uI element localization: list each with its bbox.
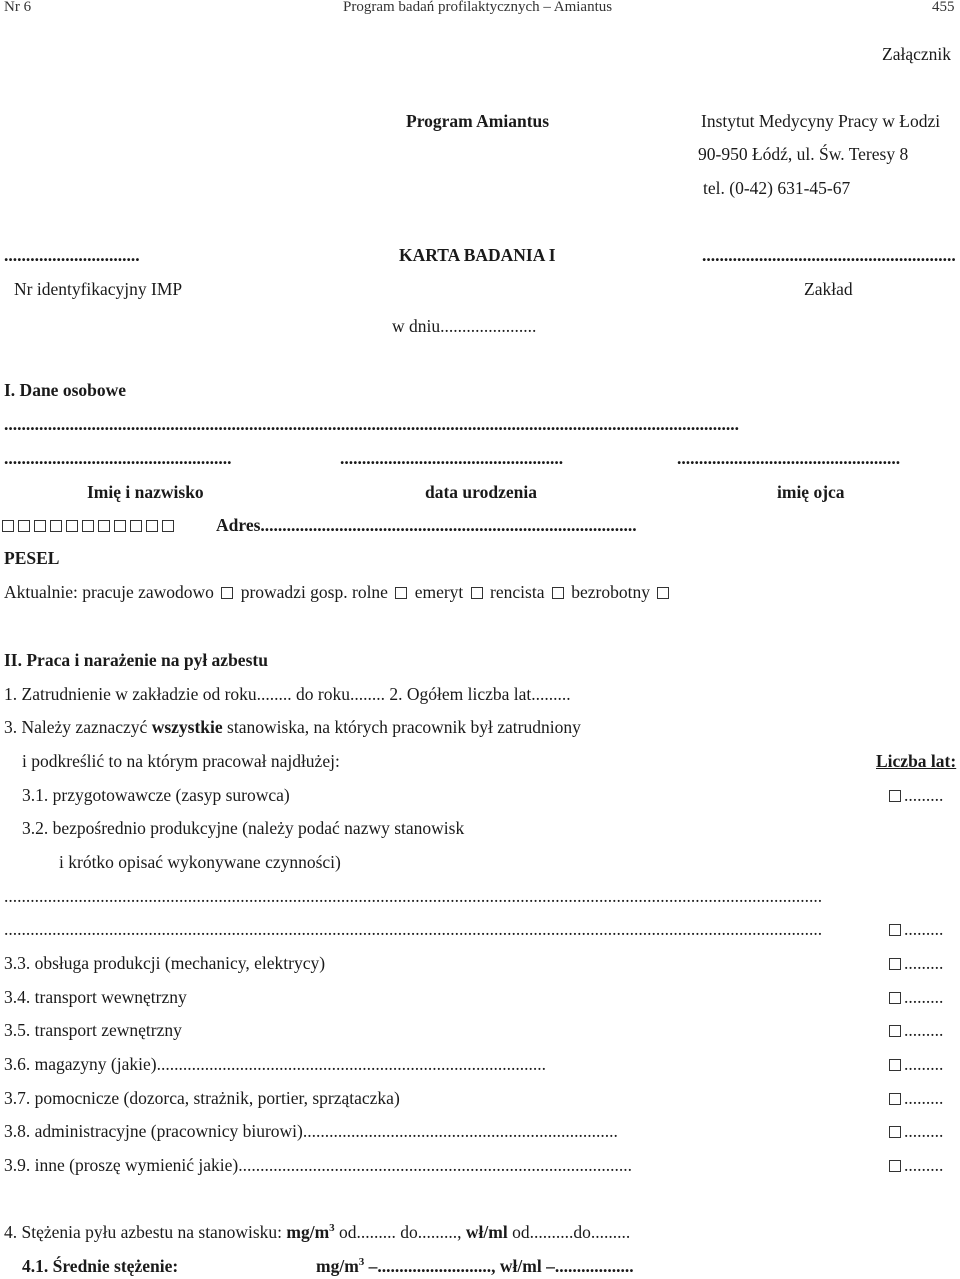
checkbox: [889, 1126, 901, 1138]
card-title: KARTA BADANIA I: [399, 245, 556, 265]
institute-name: Instytut Medycyny Pracy w Łodzi: [701, 111, 941, 131]
years-count-header: Liczba lat:: [876, 751, 957, 771]
program-name: Program Amiantus: [406, 111, 550, 131]
checkbox-retired: [471, 587, 483, 599]
plant-label: Zakład: [804, 279, 853, 299]
checkbox: [889, 1160, 901, 1172]
job-3-2: 3.2. bezpośrednio produkcyjne (należy podać nazwy stanowisk: [22, 818, 465, 838]
status-working-label: Aktualnie: pracuje zawodowo: [4, 582, 214, 602]
years-field: .........: [886, 1154, 943, 1176]
status-row: [4, 581, 672, 603]
pesel-label: PESEL: [4, 548, 60, 568]
years-field: .........: [886, 1120, 943, 1142]
years-field: .........: [886, 1053, 943, 1075]
plant-dots: ..........................................................: [702, 245, 956, 265]
pesel-box: [162, 520, 174, 532]
years-field: .........: [886, 1019, 943, 1041]
checkbox: [889, 958, 901, 970]
institute-phone: tel. (0-42) 631-45-67: [703, 178, 851, 198]
status-pensioner-label: rencista: [490, 582, 545, 602]
pesel-box: [18, 520, 30, 532]
pesel-box: [130, 520, 142, 532]
birthdate-label: data urodzenia: [425, 482, 537, 502]
instruction-line-2: i podkreślić to na którym pracował najdłużej:: [22, 751, 340, 771]
status-farm-label: prowadzi gosp. rolne: [240, 582, 388, 602]
job-3-4: 3.4. transport wewnętrzny: [4, 987, 187, 1007]
pesel-box: [50, 520, 62, 532]
pesel-box: [146, 520, 158, 532]
job-3-9: 3.9. inne (proszę wymienić jakie)..........................................................................................: [4, 1155, 632, 1175]
checkbox: [889, 992, 901, 1004]
years-field: .........: [886, 1087, 943, 1109]
id-label: Nr identyfikacyjny IMP: [14, 279, 183, 299]
checkbox-pensioner: [552, 587, 564, 599]
concentration-line: 4. Stężenia pyłu azbestu na stanowisku: $mg/m^3$ od......... do........., wł/ml od..........do.........: [4, 1222, 631, 1242]
job-3-1: 3.1. przygotowawcze (zasyp surowca): [22, 785, 290, 805]
attachment-label: Załącznik: [882, 44, 951, 64]
status-unemployed-label: bezrobotny: [571, 582, 650, 602]
job-3-7: 3.7. pomocnicze (dozorca, strażnik, portier, sprzątaczka): [4, 1088, 400, 1108]
pesel-box: [34, 520, 46, 532]
checkbox: [889, 1059, 901, 1071]
issue-number: Nr 6: [4, 0, 32, 15]
checkbox: [889, 924, 901, 936]
page-number: 455: [932, 0, 955, 15]
employment-line: 1. Zatrudnienie w zakładzie od roku........ do roku........ 2. Ogółem liczba lat.........: [4, 684, 571, 704]
checkbox: [889, 1025, 901, 1037]
father-dots: ...................................................: [677, 448, 901, 468]
father-name-label: imię ojca: [777, 482, 845, 502]
average-concentration-label: 4.1. Średnie stężenie:: [22, 1256, 179, 1276]
checkbox: [889, 1093, 901, 1105]
job-3-6: 3.6. magazyny (jakie).........................................................................................: [4, 1054, 546, 1074]
address-field: Adres......................................................................................: [216, 515, 637, 535]
birthdate-dots: ...................................................: [340, 448, 564, 468]
id-dots: ...............................: [4, 245, 140, 265]
name-label: Imię i nazwisko: [87, 482, 204, 502]
years-field: .........: [886, 986, 943, 1008]
job-3-3: 3.3. obsługa produkcji (mechanicy, elektrycy): [4, 953, 326, 973]
job-3-5: 3.5. transport zewnętrzny: [4, 1020, 182, 1040]
years-field: .........: [886, 952, 943, 974]
years-field: .........: [886, 784, 943, 806]
status-retired-label: emeryt: [414, 582, 464, 602]
running-title: Program badań profilaktycznych – Amiantus: [343, 0, 613, 15]
section-2-heading: II. Praca i narażenie na pył azbestu: [4, 650, 268, 670]
job-3-8: 3.8. administracyjne (pracownicy biurowi)........................................................................: [4, 1121, 618, 1141]
job-3-2-dots-1: ...........................................................................................................................................................................................: [4, 886, 823, 906]
exam-date: w dniu......................: [392, 316, 537, 336]
institute-address: 90-950 Łódź, ul. Św. Teresy 8: [698, 144, 909, 164]
checkbox-unemployed: [657, 587, 669, 599]
job-3-2-cont: i krótko opisać wykonywane czynności): [59, 852, 341, 872]
pesel-box: [2, 520, 14, 532]
average-concentration-values: $mg/m^3$ –.........................., wł/ml –..................: [316, 1256, 634, 1276]
section-1-heading: I. Dane osobowe: [4, 380, 127, 400]
pesel-boxes: [2, 514, 178, 536]
years-field: .........: [886, 918, 943, 940]
pesel-box: [82, 520, 94, 532]
pesel-box: [66, 520, 78, 532]
pesel-box: [98, 520, 110, 532]
name-dots: ....................................................: [4, 448, 232, 468]
checkbox-working: [221, 587, 233, 599]
checkbox-farm: [395, 587, 407, 599]
instruction-line: 3. Należy zaznaczyć wszystkie stanowiska, na których pracownik był zatrudniony: [4, 717, 581, 737]
pesel-box: [114, 520, 126, 532]
job-3-2-dots-2: ...........................................................................................................................................................................................: [4, 919, 823, 939]
dots-line: ........................................................................................................................................................................: [4, 414, 739, 434]
checkbox: [889, 790, 901, 802]
